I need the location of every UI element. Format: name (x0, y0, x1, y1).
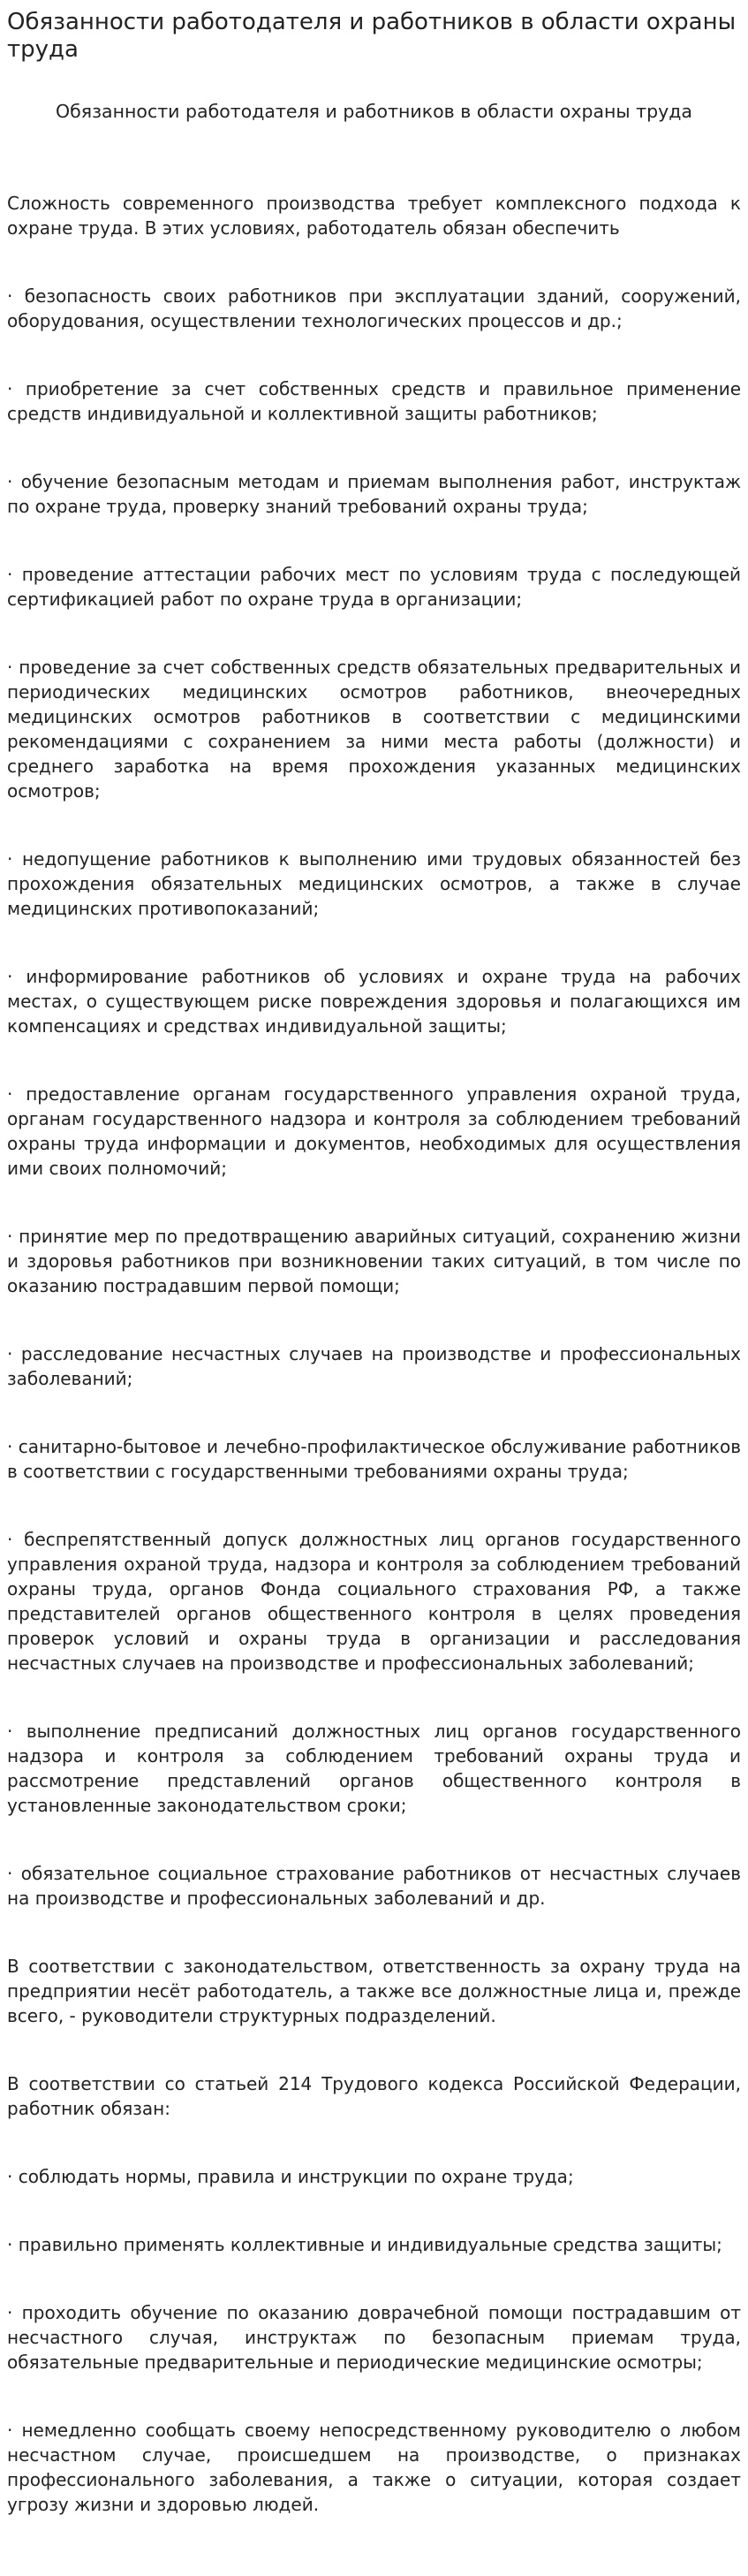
employer-duty-attestation: · проведение аттестации рабочих мест по условиям труда с последующей сертификацией работ по охране труда в организации; (7, 564, 741, 610)
employer-duty-admission: · недопущение работников к выполнению ими трудовых обязанностей без прохождения обязательных медицинских осмотров, а также в случае медицинских противопоказаний; (7, 848, 741, 919)
employee-duty-training: · проходить обучение по оказанию доврачебной помощи пострадавшим от несчастного случая, инструктаж по безопасным приемам труда, обязательные предварительные и периодические медицинские осмотры; (7, 2302, 741, 2373)
employer-duty-insurance: · обязательное социальное страхование работников от несчастных случаев на производстве и профессиональных заболеваний и др. (7, 1863, 741, 1909)
employer-duty-emergency: · принятие мер по предотвращению аварийных ситуаций, сохранению жизни и здоровья работников при возникновении таких ситуаций, в том числе по оказанию пострадавшим первой помощи; (7, 1226, 741, 1296)
employer-duty-protective-equipment: · приобретение за счет собственных средств и правильное применение средств индивидуальной и коллективной защиты работников; (7, 378, 741, 424)
employee-duty-rules: · соблюдать нормы, правила и инструкции по охране труда; (7, 2166, 574, 2187)
responsibility-paragraph: В соответствии с законодательством, ответственность за охрану труда на предприятии несёт работодатель, а также все должностные лица и, прежде всего, - руководители структурных подразделений. (7, 1956, 741, 2026)
employer-duty-prescriptions: · выполнение предписаний должностных лиц органов государственного надзора и контроля за соблюдением требований охраны труда и рассмотрение представлений органов общественного контроля в установленные законодательством сроки; (7, 1721, 741, 1816)
document-subtitle: Обязанности работодателя и работников в области охраны труда (56, 101, 692, 122)
employer-duty-training: · обучение безопасным методам и приемам выполнения работ, инструктаж по охране труда, проверку знаний требований охраны труда; (7, 471, 741, 517)
employer-duty-inspection-access: · беспрепятственный допуск должностных лиц органов государственного управления охраной труда, надзора и контроля за соблюдением требований охраны труда, органов Фонда социального страхования РФ, а также представителей органов общественного контроля в целях проведения проверок условий и охраны труда в организации и расследования несчастных случаев на производстве и профессиональных заболеваний; (7, 1529, 741, 1674)
employer-duty-medical-exams: · проведение за счет собственных средств обязательных предварительных и периодических медицинских осмотров работников, внеочередных медицинских осмотров работников в соответствии с медицинскими рекомендациями с сохранением за ними места работы (должности) и среднего заработка на время прохождения указанных медицинских осмотров; (7, 657, 741, 802)
employee-intro-paragraph: В соответствии со статьей 214 Трудового кодекса Российской Федерации, работник обязан: (7, 2073, 741, 2119)
employee-duty-reporting: · немедленно сообщать своему непосредственному руководителю о любом несчастном случае, происшедшем на производстве, о признаках профессионального заболевания, а также о ситуации, которая создает угрозу жизни и здоровью людей. (7, 2420, 741, 2515)
employer-duty-sanitary: · санитарно-бытовое и лечебно-профилактическое обслуживание работников в соответствии с государственными требованиями охраны труда; (7, 1436, 741, 1482)
document-body (7, 191, 741, 2517)
page-title: Обязанности работодателя и работников в области охраны труда (7, 9, 737, 63)
employer-duty-reporting: · предоставление органам государственного управления охраной труда, органам государственного надзора и контроля за соблюдением требований охраны труда информации и документов, необходимых для осуществления ими своих полномочий; (7, 1083, 741, 1179)
employee-duty-protective-means: · правильно применять коллективные и индивидуальные средства защиты; (7, 2234, 722, 2255)
employer-duty-investigation: · расследование несчастных случаев на производстве и профессиональных заболеваний; (7, 1343, 741, 1389)
employer-duty-informing: · информирование работников об условиях и охране труда на рабочих местах, о существующем риске повреждения здоровья и полагающихся им компенсациях и средствах индивидуальной защиты; (7, 966, 741, 1037)
employer-duty-safety: · безопасность своих работников при эксплуатации зданий, сооружений, оборудования, осуществлении технологических процессов и др.; (7, 285, 741, 331)
intro-paragraph: Сложность современного производства требует комплексного подхода к охране труда. В этих условиях, работодатель обязан обеспечить (7, 193, 741, 239)
